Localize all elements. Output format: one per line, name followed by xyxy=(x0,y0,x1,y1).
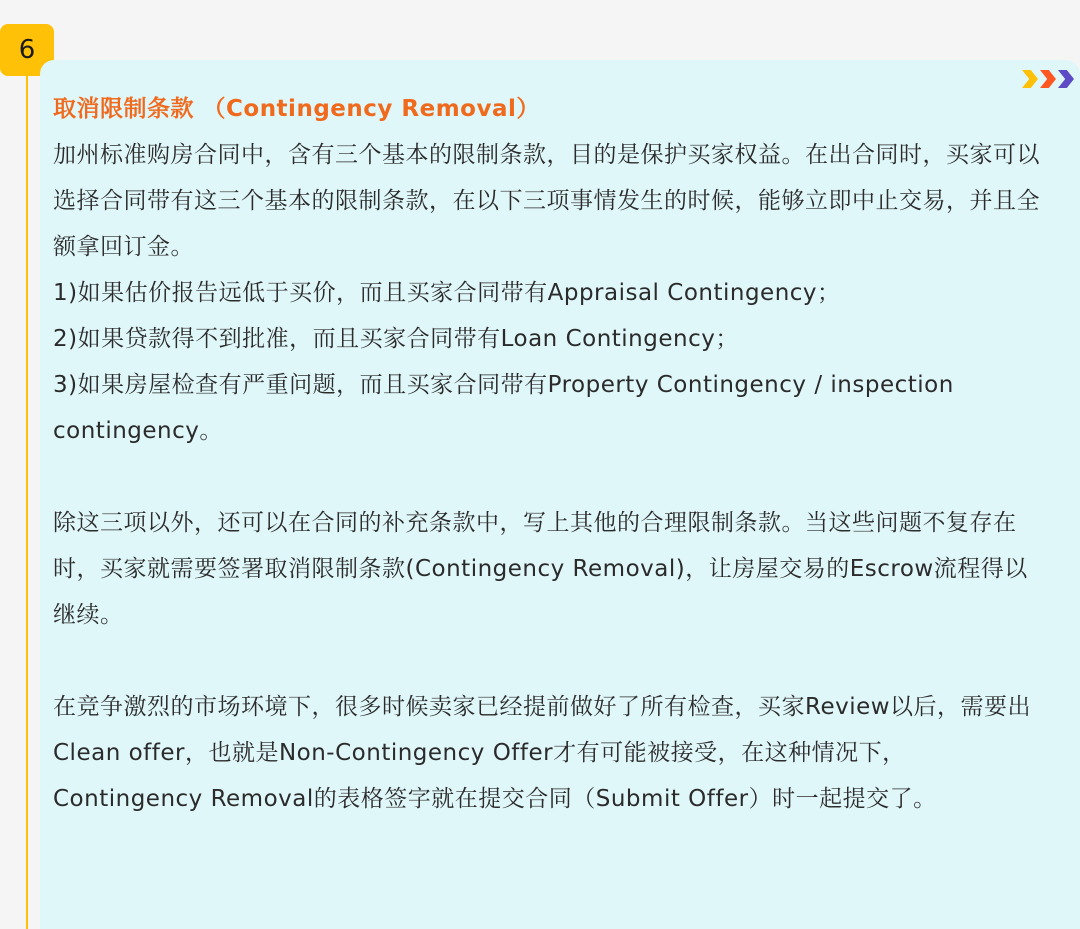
spacer xyxy=(53,638,1043,684)
paragraph-other-contingencies: 除这三项以外，还可以在合同的补充条款中，写上其他的合理限制条款。当这些问题不复存在时，买家就需要签署取消限制条款(Contingency Removal)，让房屋交易的Escrow流程得以继续。 xyxy=(53,510,1028,628)
section-number: 6 xyxy=(18,35,36,65)
article-body xyxy=(53,86,1043,822)
list-item-appraisal: 1)如果估价报告远低于买价，而且买家合同带有Appraisal Contingency； xyxy=(53,280,841,306)
chevron-purple-icon xyxy=(1058,70,1074,88)
spacer xyxy=(53,454,1043,500)
list-item-loan: 2)如果贷款得不到批准，而且买家合同带有Loan Contingency； xyxy=(53,326,739,352)
timeline-line xyxy=(26,76,28,929)
list-item-property: 3)如果房屋检查有严重问题，而且买家合同带有Property Contingency / inspection contingency。 xyxy=(53,372,954,444)
paragraph-competitive-market: 在竞争激烈的市场环境下，很多时候卖家已经提前做好了所有检查，买家Review以后，需要出Clean offer，也就是Non-Contingency Offer才有可能被接受，在这种情况下，Contingency Removal的表格签字就在提交合同（Submit Offer）时一起提交了。 xyxy=(53,694,1032,812)
paragraph-intro: 加州标准购房合同中，含有三个基本的限制条款，目的是保护买家权益。在出合同时，买家可以选择合同带有这三个基本的限制条款，在以下三项事情发生的时候，能够立即中止交易，并且全额拿回订金。 xyxy=(53,142,1040,260)
section-title: 取消限制条款 （Contingency Removal） xyxy=(53,96,540,122)
